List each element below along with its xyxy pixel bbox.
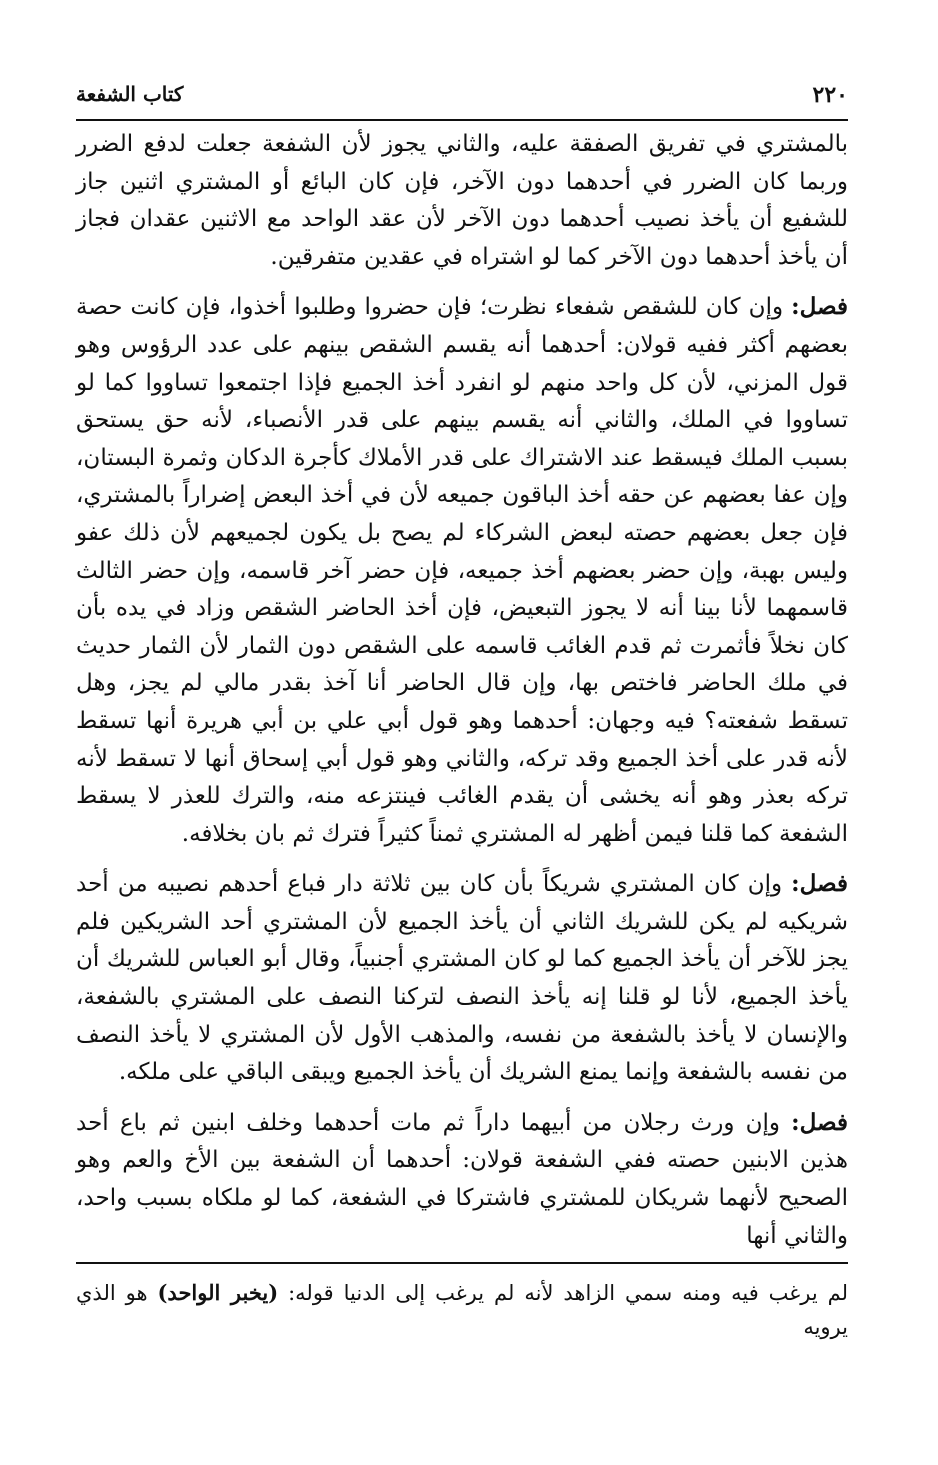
running-title: كتاب الشفعة <box>76 82 184 106</box>
paragraph-text: وإن ورث رجلان من أبيهما داراً ثم مات أحدهما وخلف ابنين ثم باع أحد هذين الابنين حصته ففي الشفعة قولان: أحدهما أن الشفعة بين الأخ والعم وهو الصحيح لأنهما شريكان للمشتري فاشتركا في الشفعة، كما لو ملكاه بسبب واحد، والثاني أنها <box>76 1109 848 1249</box>
paragraph-text: وإن كان للشقص شفعاء نظرت؛ فإن حضروا وطلبوا أخذوا، فإن كانت حصة بعضهم أكثر ففيه قولان: أحدهما أنه يقسم الشقص بينهم على عدد الرؤوس وهو قول المزني، لأن كل واحد منهم لو انفرد أخذ الجميع فإذا اجتمعوا تساووا كما لو تساووا في الملك، والثاني أنه يقسم بينهم على قدر الأنصباء، لأنه حق يستحق بسبب الملك فيسقط عند الاشتراك على قدر الأملاك كأجرة الدكان وثمرة البستان، وإن عفا بعضهم عن حقه أخذ الباقون جميعه لأن في أخذ البعض إضراراً بالمشتري، فإن جعل بعضهم حصته لبعض الشركاء لم يصح بل يكون لجميعهم لأن ذلك عفو وليس بهبة، وإن حضر بعضهم أخذ جميعه، فإن حضر آخر قاسمه، وإن حضر الثالث قاسمهما لأنا بينا أنه لا يجوز التبعيض، فإن أخذ الحاضر الشقص وزاد في يده بأن كان نخلاً فأثمرت ثم قدم الغائب قاسمه على الشقص دون الثمار لأن الثمار حديث في ملك الحاضر فاختص بها، وإن قال الحاضر أنا آخذ بقدر مالي لم يجز، وهل تسقط شفعته؟ فيه وجهان: أحدهما وهو قول أبي علي بن أبي هريرة أنها تسقط لأنه قدر على أخذ الجميع وقد تركه، والثاني وهو قول أبي إسحاق أنها لا تسقط لأنه تركه بعذر وهو أنه يخشى أن يقدم الغائب فينتزعه منه، والترك للعذر لا يسقط الشفعة كما قلنا فيمن أظهر له المشتري ثمناً كثيراً فترك ثم بان بخلافه. <box>76 294 848 847</box>
main-text <box>76 126 848 1267</box>
footnote-text-after: هو الذي يرويه <box>76 1281 848 1339</box>
footnote-bold-term: (يخبر الواحد) <box>157 1280 279 1305</box>
page-number: ٢٢٠ <box>812 82 848 108</box>
footnote-text-before: لم يرغب فيه ومنه سمي الزاهد لأنه لم يرغب إلى الدنيا قوله: <box>278 1281 849 1305</box>
paragraph-continued: بالمشتري في تفريق الصفقة عليه، والثاني يجوز لأن الشفعة جعلت لدفع الضرر وربما كان الضرر في أحدهما دون الآخر، فإن كان البائع أو المشتري اثنين جاز للشفيع أن يأخذ نصيب أحدهما دون الآخر لأن عقد الواحد مع الاثنين عقدان فجاز أن يأخذ أحدهما دون الآخر كما لو اشتراه في عقدين متفرقين. <box>76 131 848 270</box>
section-label: فصل: <box>791 293 848 321</box>
paragraph-fasl-2 <box>76 865 848 1092</box>
paragraph-fasl-3 <box>76 1104 848 1255</box>
footnote-divider <box>76 1262 848 1264</box>
section-label: فصل: <box>791 1108 848 1136</box>
paragraph-fasl-1 <box>76 288 848 853</box>
footnote <box>76 1276 848 1344</box>
header-divider <box>76 119 848 121</box>
page-header <box>76 82 848 114</box>
paragraph-text: وإن كان المشتري شريكاً بأن كان بين ثلاثة دار فباع أحدهم نصيبه من أحد شريكيه لم يكن للشريك الثاني أن يأخذ الجميع لأن المشتري أحد الشريكين فلم يجز للآخر أن يأخذ الجميع كما لو كان المشتري أجنبياً، وقال أبو العباس للشريك أن يأخذ الجميع، لأنا لو قلنا إنه يأخذ النصف لتركنا النصف على المشتري بالشفعة، والإنسان لا يأخذ بالشفعة من نفسه، والمذهب الأول لأن المشتري لا يأخذ النصف من نفسه بالشفعة وإنما يمنع الشريك أن يأخذ الجميع ويبقى الباقي على ملكه. <box>76 871 848 1086</box>
section-label: فصل: <box>791 870 848 898</box>
